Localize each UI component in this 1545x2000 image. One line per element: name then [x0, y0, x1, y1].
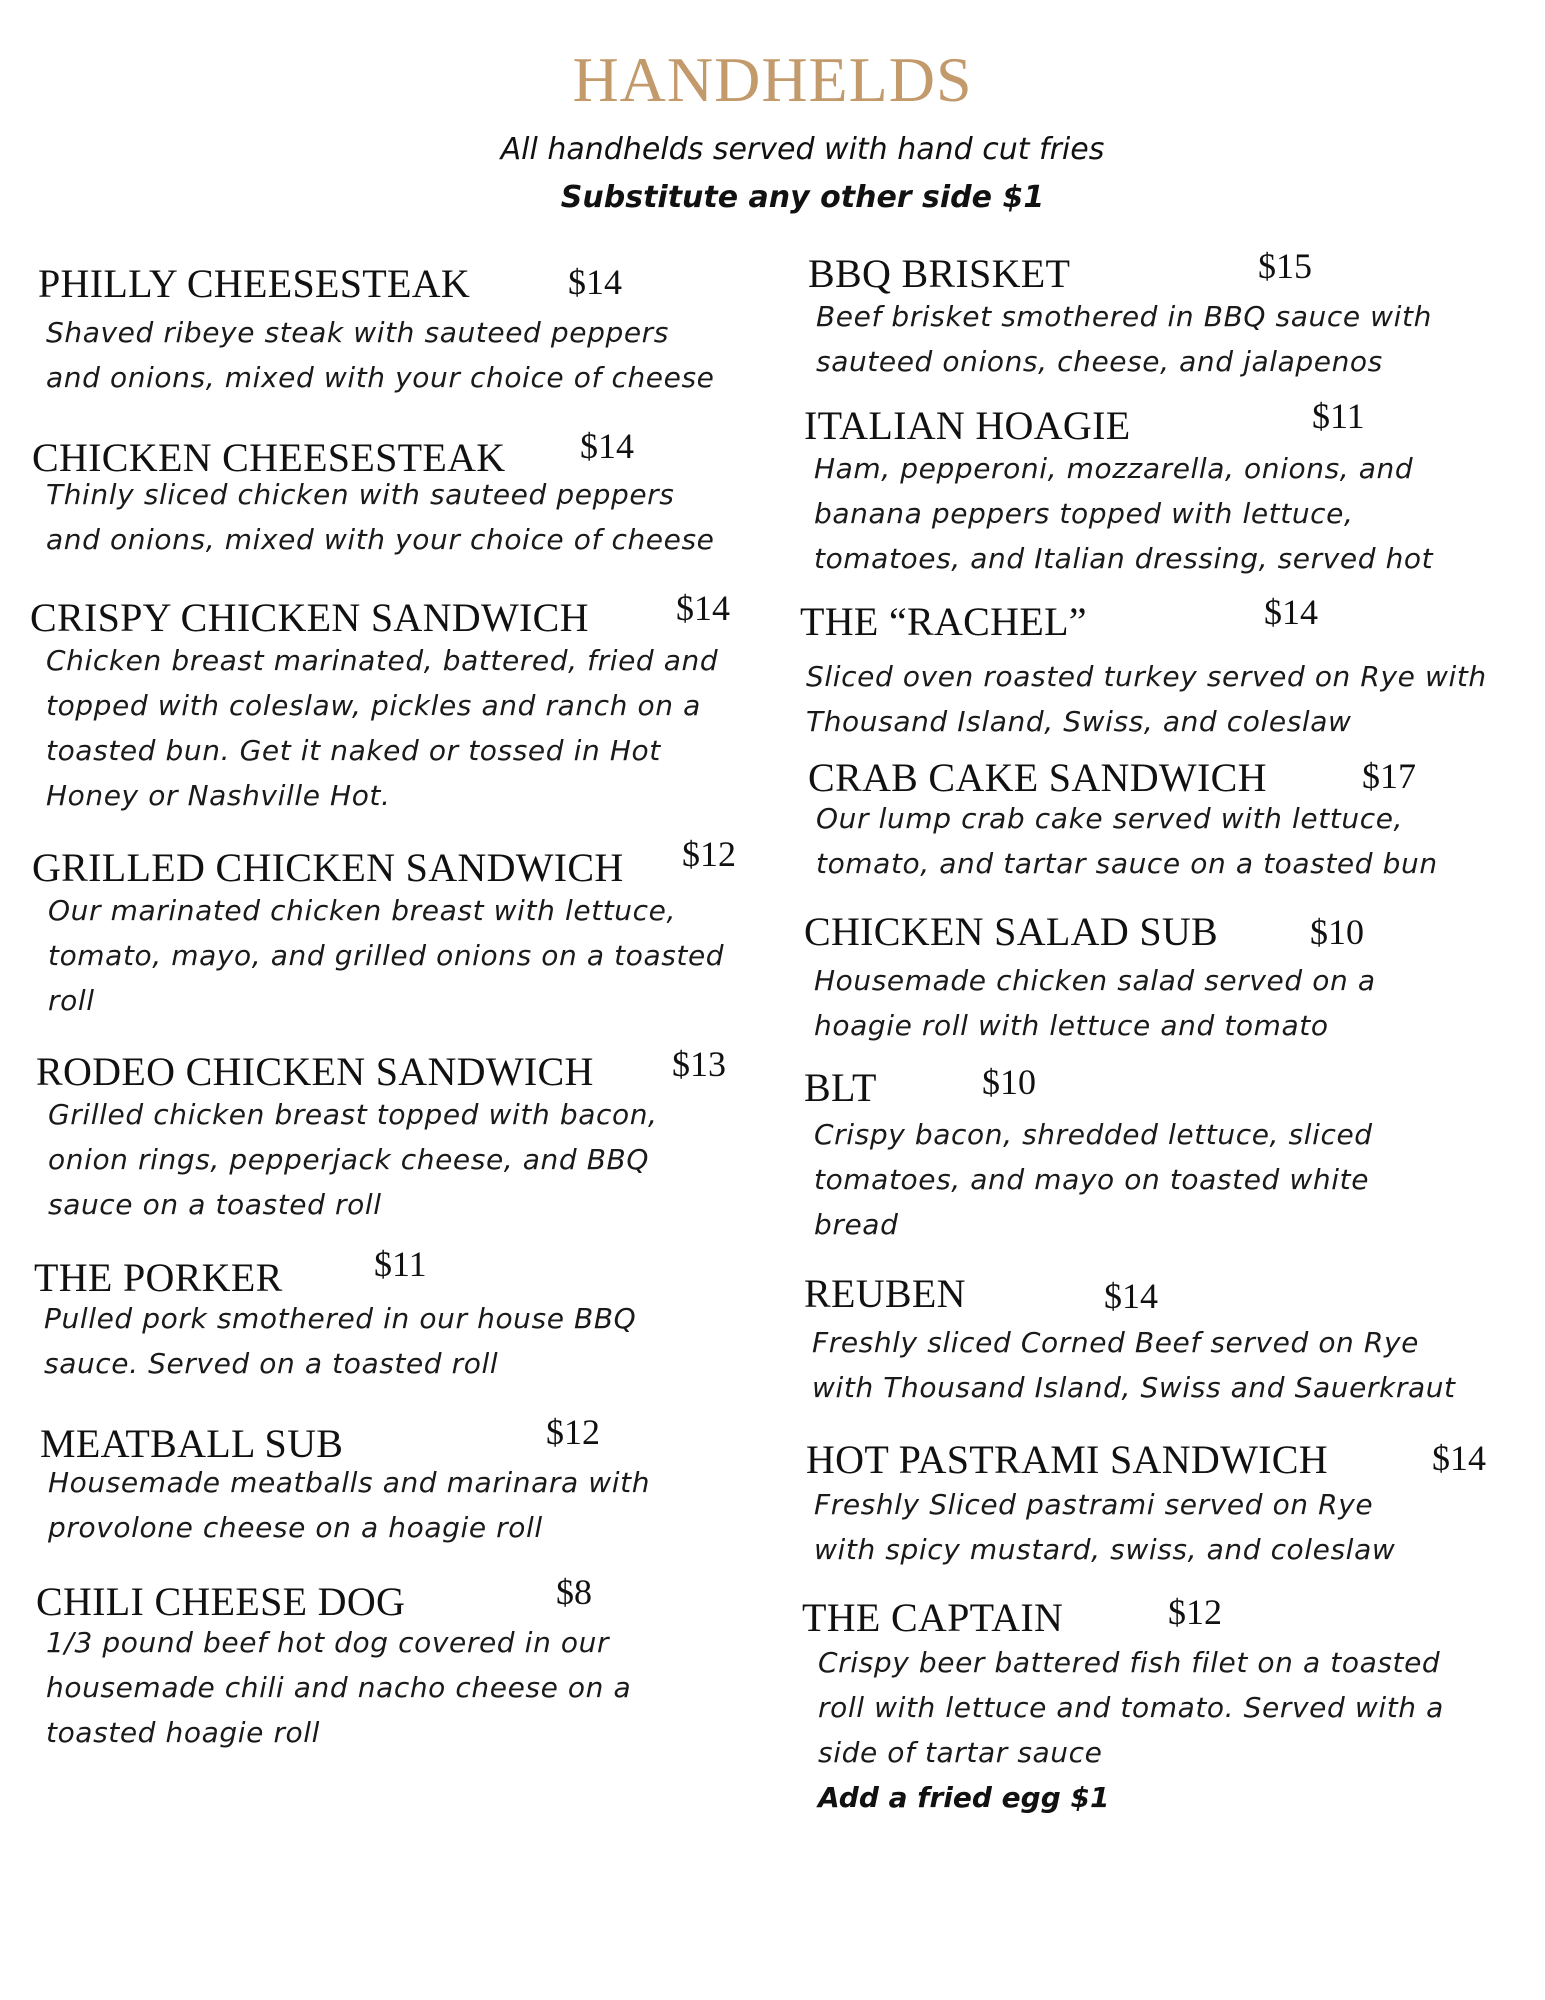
item-name: THE CAPTAIN [802, 1595, 1064, 1640]
item-description-line: hoagie roll with lettuce and tomato [814, 1009, 1329, 1042]
item-description-line: Housemade chicken salad served on a [814, 964, 1376, 997]
section-title: HANDHELDS [572, 44, 973, 115]
item-description-line: and onions, mixed with your choice of cheese [46, 523, 715, 556]
item-description-line: toasted bun. Get it naked or tossed in Hot [46, 734, 661, 767]
item-price: $11 [1312, 396, 1365, 436]
item-name: BLT [804, 1065, 877, 1110]
item-price: $12 [546, 1412, 600, 1452]
item-name: RODEO CHICKEN SANDWICH [36, 1049, 594, 1094]
item-price: $11 [374, 1244, 427, 1284]
item-description-line: Freshly sliced Corned Beef served on Rye [812, 1326, 1419, 1359]
item-name: CHICKEN SALAD SUB [804, 909, 1219, 954]
item-description-line: with Thousand Island, Swiss and Sauerkraut [812, 1371, 1456, 1404]
item-description-line: topped with coleslaw, pickles and ranch on a [46, 689, 701, 722]
item-price: $15 [1258, 246, 1312, 286]
item-price: $14 [580, 426, 634, 466]
item-name: THE “RACHEL” [800, 599, 1087, 644]
item-description-line: 1/3 pound beef hot dog covered in our [46, 1626, 610, 1659]
item-description-line: tomato, and tartar sauce on a toasted bun [816, 847, 1438, 880]
item-description-line: toasted hoagie roll [46, 1716, 321, 1749]
item-description-line: provolone cheese on a hoagie roll [48, 1511, 543, 1544]
item-description-line: Thousand Island, Swiss, and coleslaw [806, 705, 1352, 738]
item-name: CHICKEN CHEESESTEAK [32, 435, 506, 480]
item-name: BBQ BRISKET [808, 251, 1071, 296]
item-name: CRAB CAKE SANDWICH [808, 755, 1267, 800]
item-description-line: tomatoes, and mayo on toasted white [814, 1163, 1370, 1196]
item-price: $14 [1104, 1276, 1158, 1316]
item-name: MEATBALL SUB [40, 1421, 344, 1466]
item-price: $14 [676, 588, 730, 628]
item-description-line: tomatoes, and Italian dressing, served hot [814, 542, 1434, 575]
item-description-line: Pulled pork smothered in our house BBQ [44, 1302, 637, 1335]
item-price: $10 [982, 1062, 1036, 1102]
item-description-line: Crispy bacon, shredded lettuce, sliced [814, 1118, 1373, 1151]
item-name: REUBEN [804, 1271, 966, 1316]
item-description-line: Housemade meatballs and marinara with [48, 1466, 651, 1499]
item-price: $10 [1310, 912, 1364, 952]
item-description-line: Our marinated chicken breast with lettuce, [48, 894, 676, 927]
item-description-line: Ham, pepperoni, mozzarella, onions, and [814, 452, 1414, 485]
item-name: THE PORKER [34, 1255, 283, 1300]
item-description-line: tomato, mayo, and grilled onions on a toasted [48, 939, 725, 972]
item-name: HOT PASTRAMI SANDWICH [806, 1437, 1328, 1482]
item-description-line: and onions, mixed with your choice of cheese [46, 361, 715, 394]
item-description-line: Our lump crab cake served with lettuce, [816, 802, 1404, 835]
item-description-line: roll [48, 984, 95, 1017]
item-name: PHILLY CHEESESTEAK [38, 261, 471, 306]
item-description-line: Thinly sliced chicken with sauteed peppers [46, 478, 675, 511]
item-price: $14 [1264, 592, 1318, 632]
fried-egg-addon: Add a fried egg $1 [818, 1781, 1110, 1814]
item-description-line: Crispy beer battered fish filet on a toasted [818, 1646, 1441, 1679]
item-description-line: sauteed onions, cheese, and jalapenos [816, 345, 1383, 378]
item-description-line: Freshly Sliced pastrami served on Rye [814, 1488, 1374, 1521]
item-description-line: bread [814, 1208, 899, 1241]
item-price: $12 [682, 834, 736, 874]
item-name: CHILI CHEESE DOG [36, 1579, 406, 1624]
item-description-line: Chicken breast marinated, battered, fried and [46, 644, 719, 677]
substitute-side-note: Substitute any other side $1 [560, 180, 1045, 215]
item-description-line: sauce. Served on a toasted roll [44, 1347, 499, 1380]
item-description-line: roll with lettuce and tomato. Served with a [818, 1691, 1444, 1724]
item-description-line: housemade chili and nacho cheese on a [46, 1671, 632, 1704]
item-description-line: banana peppers topped with lettuce, [814, 497, 1354, 530]
item-name: GRILLED CHICKEN SANDWICH [32, 845, 624, 890]
item-description-line: Shaved ribeye steak with sauteed peppers [46, 316, 669, 349]
item-price: $12 [1168, 1592, 1222, 1632]
item-description-line: Beef brisket smothered in BBQ sauce with [816, 300, 1432, 333]
fries-note: All handhelds served with hand cut fries [500, 132, 1105, 167]
item-description-line: Sliced oven roasted turkey served on Rye with [806, 660, 1487, 693]
item-name: CRISPY CHICKEN SANDWICH [30, 595, 589, 640]
item-description-line: sauce on a toasted roll [48, 1188, 382, 1221]
item-price: $14 [1432, 1438, 1486, 1478]
item-price: $13 [672, 1044, 726, 1084]
item-description-line: onion rings, pepperjack cheese, and BBQ [48, 1143, 650, 1176]
item-price: $14 [568, 262, 622, 302]
item-name: ITALIAN HOAGIE [804, 403, 1131, 448]
item-description-line: with spicy mustard, swiss, and coleslaw [814, 1533, 1396, 1566]
item-description-line: Grilled chicken breast topped with bacon, [48, 1098, 658, 1131]
item-description-line: Honey or Nashville Hot. [46, 779, 391, 812]
item-price: $17 [1362, 756, 1416, 796]
item-price: $8 [556, 1572, 592, 1612]
item-description-line: side of tartar sauce [818, 1736, 1103, 1769]
